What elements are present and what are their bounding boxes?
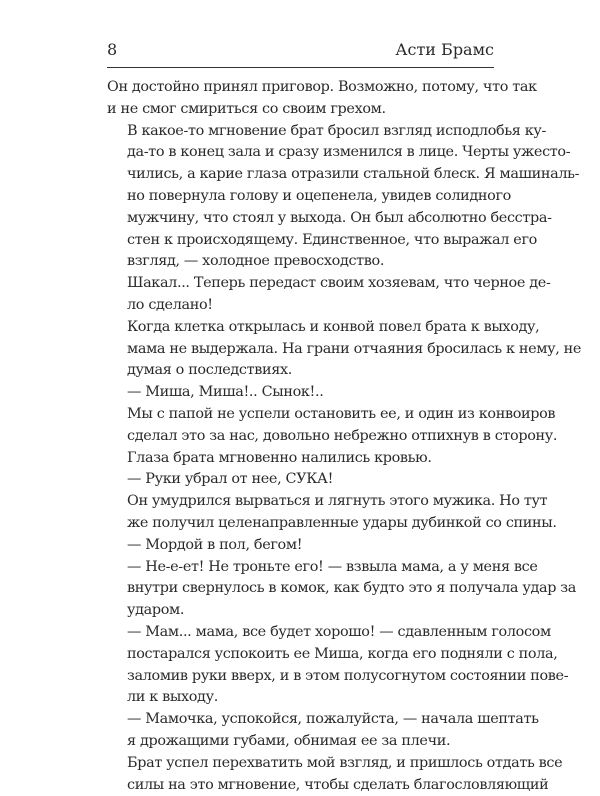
text-line: Когда клетка открылась и конвой повел брата к выходу, (107, 317, 494, 339)
text-line: — Мамочка, успокойся, пожалуйста, — начала шептать (107, 709, 494, 731)
paragraph (107, 491, 494, 535)
paragraph (107, 77, 494, 121)
text-line: В какое-то мгновение брат бросил взгляд исподлобья ку- (107, 121, 494, 143)
text-line: я дрожащими губами, обнимая ее за плечи. (107, 731, 494, 753)
text-line: чились, а карие глаза отразили стальной блеск. Я машиналь- (107, 164, 494, 186)
text-line: же получил целенаправленные удары дубинкой со спины. (107, 513, 494, 535)
text-line: — Руки убрал от нее, СУКА! (107, 469, 494, 491)
text-line: Мы с папой не успели остановить ее, и один из конвоиров (107, 404, 494, 426)
paragraph (107, 273, 494, 317)
paragraph (107, 469, 494, 491)
paragraph (107, 404, 494, 469)
text-line: сделал это за нас, довольно небрежно отпихнув в сторону. (107, 426, 494, 448)
text-line: но повернула голову и оцепенела, увидев солидного (107, 186, 494, 208)
text-line: ло сделано! (107, 295, 494, 317)
text-line: взгляд, — холодное превосходство. (107, 251, 494, 273)
text-line: Он умудрился вырваться и лягнуть этого мужика. Но тут (107, 491, 494, 513)
text-line: Брат успел перехватить мой взгляд, и пришлось отдать все (107, 753, 494, 775)
page-number: 8 (107, 40, 117, 60)
text-line: Глаза брата мгновенно налились кровью. (107, 448, 494, 470)
paragraph (107, 535, 494, 557)
paragraph (107, 317, 494, 382)
text-line: мама не выдержала. На грани отчаяния бросилась к нему, не (107, 339, 494, 361)
text-line: заломив руки вверх, и в этом полусогнутом состоянии пове- (107, 666, 494, 688)
text-line: и не смог смириться со своим грехом. (107, 99, 494, 121)
text-line: — Мордой в пол, бегом! (107, 535, 494, 557)
paragraph (107, 753, 494, 796)
text-line: Он достойно принял приговор. Возможно, потому, что так (107, 77, 494, 99)
running-head-author: Асти Брамс (395, 40, 494, 60)
paragraph (107, 709, 494, 753)
paragraph (107, 121, 494, 274)
paragraph (107, 557, 494, 622)
text-line: ударом. (107, 600, 494, 622)
running-header (107, 40, 494, 64)
text-line: постарался успокоить ее Миша, когда его подняли с пола, (107, 644, 494, 666)
text-line: мужчину, что стоял у выхода. Он был абсолютно бесстра- (107, 208, 494, 230)
body-text (107, 77, 494, 796)
text-line: думая о последствиях. (107, 360, 494, 382)
text-line: — Мам... мама, все будет хорошо! — сдавленным голосом (107, 622, 494, 644)
text-line: стен к происходящему. Единственное, что выражал его (107, 230, 494, 252)
text-line: — Не-е-ет! Не троньте его! — взвыла мама, а у меня все (107, 557, 494, 579)
header-rule (107, 67, 494, 68)
text-line: силы на это мгновение, чтобы сделать благословляющий (107, 775, 494, 796)
text-line: — Миша, Миша!.. Сынок!.. (107, 382, 494, 404)
text-line: ли к выходу. (107, 687, 494, 709)
text-line: внутри свернулось в комок, как будто это я получала удар за (107, 578, 494, 600)
text-line: Шакал... Теперь передаст своим хозяевам, что черное де- (107, 273, 494, 295)
paragraph (107, 382, 494, 404)
paragraph (107, 622, 494, 709)
text-line: да-то в конец зала и сразу изменился в лице. Черты ужесто- (107, 142, 494, 164)
